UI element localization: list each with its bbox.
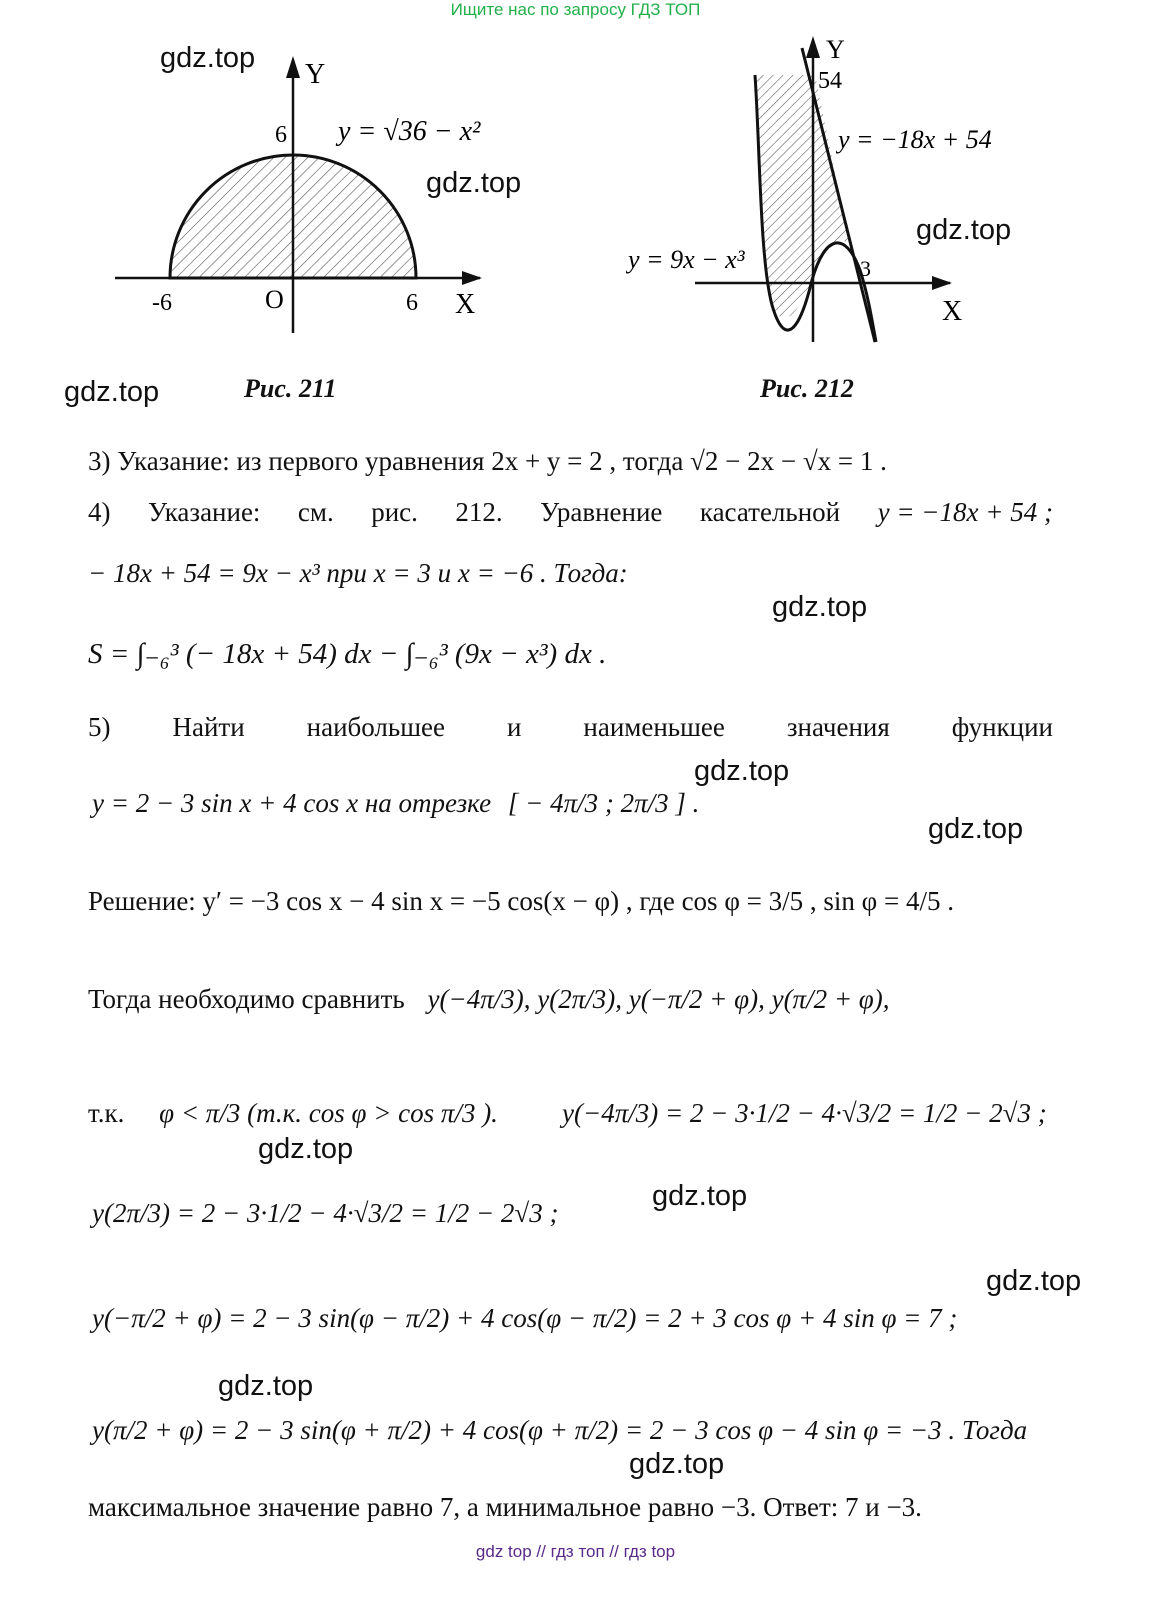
interval: [ − 4π/3 ; 2π/3 ] . <box>507 788 700 818</box>
value-y-minus-pi-2-phi: y(−π/2 + φ) = 2 − 3 sin(φ − π/2) + 4 cos(φ − π/2) = 2 + 3 cos φ + 4 sin φ = 7 ; <box>92 1303 958 1333</box>
hint-4-line-2: − 18x + 54 = 9x − x³ при x = 3 и x = −6 . Тогда: <box>88 558 628 588</box>
value-y-2pi-3: y(2π/3) = 2 − 3·1/2 − 4·√3/2 = 1/2 − 2√3 ; <box>92 1198 559 1228</box>
task-5-line-1 <box>88 712 1053 743</box>
function-definition: y = 2 − 3 sin x + 4 cos x на отрезке <box>92 788 492 818</box>
word: касательной <box>699 497 841 527</box>
tk-prefix: т.к. <box>88 1098 125 1128</box>
condition: φ < π/3 (т.к. cos φ > cos π/3 ). <box>159 1098 498 1128</box>
watermark: gdz.top <box>916 214 1012 246</box>
value-y-minus-4pi-3: y(−4π/3) = 2 − 3·1/2 − 4·√3/2 = 1/2 − 2√3 ; <box>562 1098 1047 1128</box>
word: Найти <box>172 712 245 742</box>
value-y-pi-2-phi: y(π/2 + φ) = 2 − 3 sin(φ + π/2) + 4 cos(φ + π/2) = 2 − 3 cos φ − 4 sin φ = −3 . Тогда <box>92 1415 1028 1445</box>
area-integral: S = ∫₋₆³ (− 18x + 54) dx − ∫₋₆³ (9x − x³) dx . <box>88 638 607 670</box>
condition-line <box>88 1098 498 1129</box>
semicircle-formula: y = √36 − x² <box>338 116 481 147</box>
final-answer: максимальное значение равно 7, а минимальное равно −3. Ответ: 7 и −3. <box>88 1492 922 1522</box>
word: 4) <box>88 497 111 527</box>
tangent-line-label: y = −18x + 54 <box>838 125 992 154</box>
word: значения <box>786 712 890 742</box>
watermark: gdz.top <box>928 813 1024 845</box>
word: наибольшее <box>306 712 445 742</box>
figure-211 <box>100 48 500 348</box>
compare-prefix: Тогда необходимо сравнить <box>88 984 405 1014</box>
compare-values: y(−4π/3), y(2π/3), y(−π/2 + φ), y(π/2 + φ), <box>427 984 890 1014</box>
watermark: gdz.top <box>652 1180 748 1212</box>
watermark: gdz.top <box>426 167 522 199</box>
tick-label-54: 54 <box>818 68 842 94</box>
figure-212-caption: Рис. 212 <box>760 374 854 403</box>
y-axis-arrow <box>286 56 300 78</box>
watermark: gdz.top <box>64 376 160 408</box>
x-axis-label: X <box>455 289 476 320</box>
word: 212. <box>455 497 503 527</box>
watermark: gdz.top <box>218 1370 314 1402</box>
word: 5) <box>88 712 111 742</box>
origin-label: O <box>265 285 284 314</box>
watermark: gdz.top <box>258 1133 354 1165</box>
watermark: gdz.top <box>694 755 790 787</box>
tangent-equation: y = −18x + 54 ; <box>877 497 1053 527</box>
task-5-line-2 <box>92 788 699 819</box>
y-axis-arrow <box>806 36 820 58</box>
top-banner: Ищите нас по запросу ГДЗ ТОП <box>450 0 701 19</box>
watermark: gdz.top <box>160 42 256 74</box>
tick-label-right: 6 <box>406 290 418 316</box>
x-axis-arrow <box>932 276 952 290</box>
tick-label-top: 6 <box>275 122 287 148</box>
figure-211-caption: Рис. 211 <box>244 374 337 403</box>
word: Уравнение <box>540 497 663 527</box>
watermark: gdz.top <box>986 1265 1082 1297</box>
figure-212 <box>620 30 1030 360</box>
x-axis-label: X <box>942 296 963 327</box>
word: функции <box>951 712 1053 742</box>
hint-4-line-1 <box>88 497 1053 528</box>
word: рис. <box>371 497 418 527</box>
watermark: gdz.top <box>772 591 868 623</box>
word: и <box>506 712 522 742</box>
word: Указание: <box>147 497 261 527</box>
compare-line <box>88 984 889 1015</box>
y-axis-label: Y <box>826 35 845 64</box>
tick-label-left: -6 <box>152 290 172 316</box>
tick-label-3: 3 <box>860 256 871 281</box>
cubic-curve-label: y = 9x − x³ <box>628 245 745 274</box>
shaded-region <box>755 75 850 318</box>
footer: gdz top // гдз топ // гдз top <box>475 1542 676 1561</box>
y-axis-label: Y <box>305 59 326 90</box>
x-axis-arrow <box>462 271 482 285</box>
watermark: gdz.top <box>629 1448 725 1480</box>
solution-derivative: Решение: y′ = −3 cos x − 4 sin x = −5 cos(x − φ) , где cos φ = 3/5 , sin φ = 4/5 . <box>88 886 954 916</box>
word: наименьшее <box>583 712 725 742</box>
word: см. <box>297 497 334 527</box>
hint-3: 3) Указание: из первого уравнения 2x + y = 2 , тогда √2 − 2x − √x = 1 . <box>88 446 887 476</box>
